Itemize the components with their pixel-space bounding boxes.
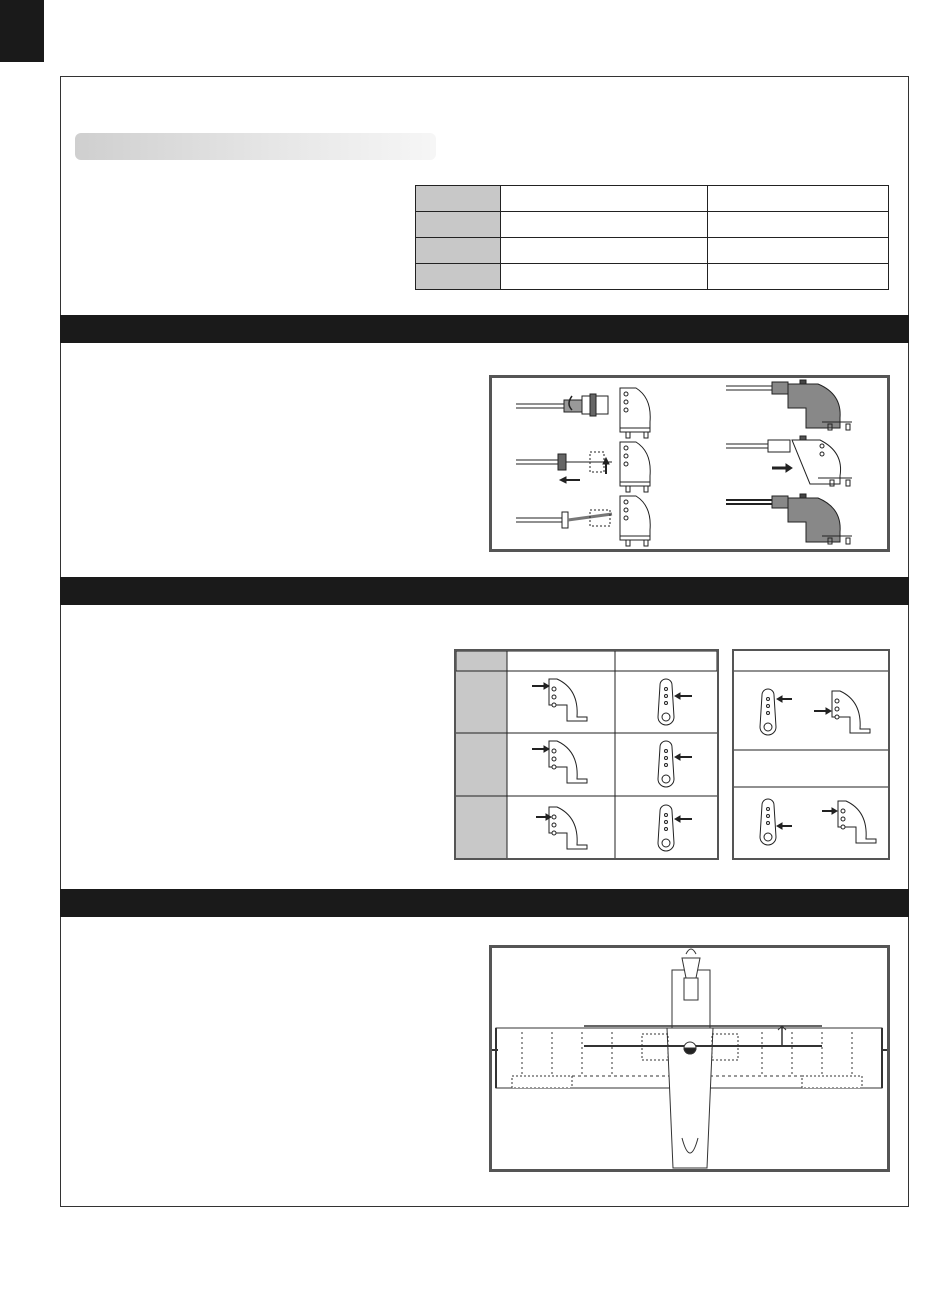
table-cell	[501, 238, 708, 264]
table-cell	[708, 186, 889, 212]
section-band-3	[60, 889, 909, 917]
corner-tab	[0, 0, 44, 62]
table-row	[416, 238, 889, 264]
table-row-header	[416, 264, 501, 290]
horn-servo-table-icon	[456, 651, 717, 858]
table-row-header	[416, 238, 501, 264]
clevis-connection-diagram	[489, 375, 890, 552]
table-row	[416, 186, 889, 212]
table-row	[416, 264, 889, 290]
table-row	[416, 212, 889, 238]
table-cell	[501, 186, 708, 212]
side-panel-icon	[734, 651, 888, 858]
section-band-1	[60, 315, 909, 343]
section-band-2	[60, 577, 909, 605]
table-cell	[708, 264, 889, 290]
airplane-top-view-diagram	[489, 945, 890, 1172]
table-cell	[501, 212, 708, 238]
airplane-icon	[492, 948, 887, 1169]
horn-servo-side-panel	[732, 649, 890, 860]
table-row-header	[416, 186, 501, 212]
spec-table	[415, 185, 889, 290]
table-cell	[708, 212, 889, 238]
table-row-header	[416, 212, 501, 238]
table-cell	[501, 264, 708, 290]
horn-servo-table	[454, 649, 719, 860]
table-cell	[708, 238, 889, 264]
section-heading-pill	[75, 133, 436, 160]
clevis-diagram-icon	[492, 378, 887, 549]
